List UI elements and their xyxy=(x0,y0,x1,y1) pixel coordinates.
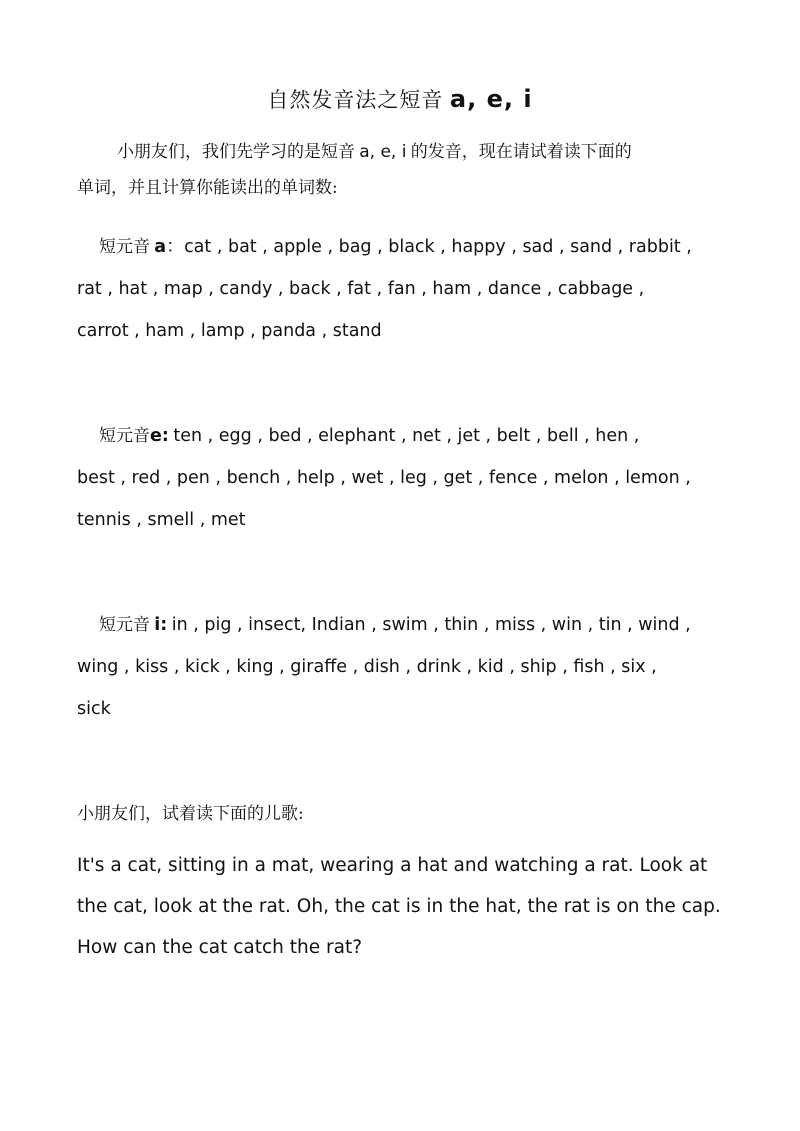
section-i-words-3: sick xyxy=(77,699,111,719)
section-a-words-2: rat , hat , map , candy , back , fat , fan , ham , dance , cabbage , xyxy=(77,279,645,299)
title-chinese: 自然发音法之短音 xyxy=(267,88,444,112)
section-a-line-1: 短元音 a：cat , bat , apple , bag , black , happy , sad , sand , rabbit , xyxy=(99,236,692,257)
section-i-words-2: wing , kiss , kick , king , giraffe , dish , drink , kid , ship , fish , six , xyxy=(77,657,657,677)
section-i-line-1 xyxy=(77,603,742,646)
title-letters: a, e, i xyxy=(449,85,533,113)
section-a-words-1: cat , bat , apple , bag , black , happy , sad , sand , rabbit , xyxy=(184,237,692,257)
section-e-words-2: best , red , pen , bench , help , wet , leg , get , fence , melon , lemon , xyxy=(77,468,691,488)
section-e-label: 短元音e: xyxy=(99,426,169,446)
section-a-label: 短元音 a xyxy=(99,237,167,257)
song-line-2: the cat, look at the rat. Oh, the cat is in the hat, the rat is on the cap. xyxy=(77,896,721,917)
intro-paragraph xyxy=(77,134,737,206)
intro-text-part-2: 的发音，现在请试着读下面的 xyxy=(410,142,632,162)
intro-line-2: 单词，并且计算你能读出的单词数: xyxy=(77,178,338,198)
section-a-words-3: carrot , ham , lamp , panda , stand xyxy=(77,321,382,341)
song-line-3: How can the cat catch the rat? xyxy=(77,937,363,958)
section-i-words-1: in , pig , insect, Indian , swim , thin , miss , win , tin , wind , xyxy=(171,615,691,635)
song-paragraph xyxy=(77,845,747,968)
intro-letters: a, e, i xyxy=(359,142,407,162)
section-i-label: 短元音 i: xyxy=(99,615,168,635)
intro-line-1 xyxy=(77,134,737,170)
section-e-words-3: tennis , smell , met xyxy=(77,510,246,530)
section-e-line-1 xyxy=(77,414,742,457)
intro-text-part-1: 小朋友们，我们先学习的是短音 xyxy=(117,142,355,162)
song-intro: 小朋友们，试着读下面的儿歌: xyxy=(77,804,304,824)
page-title xyxy=(0,84,800,114)
section-short-i xyxy=(77,603,742,730)
section-short-a xyxy=(77,225,742,352)
song-line-1: It's a cat, sitting in a mat, wearing a hat and watching a rat. Look at xyxy=(77,855,708,876)
section-e-words-1: ten , egg , bed , elephant , net , jet , belt , bell , hen , xyxy=(173,426,640,446)
section-short-e xyxy=(77,414,742,541)
